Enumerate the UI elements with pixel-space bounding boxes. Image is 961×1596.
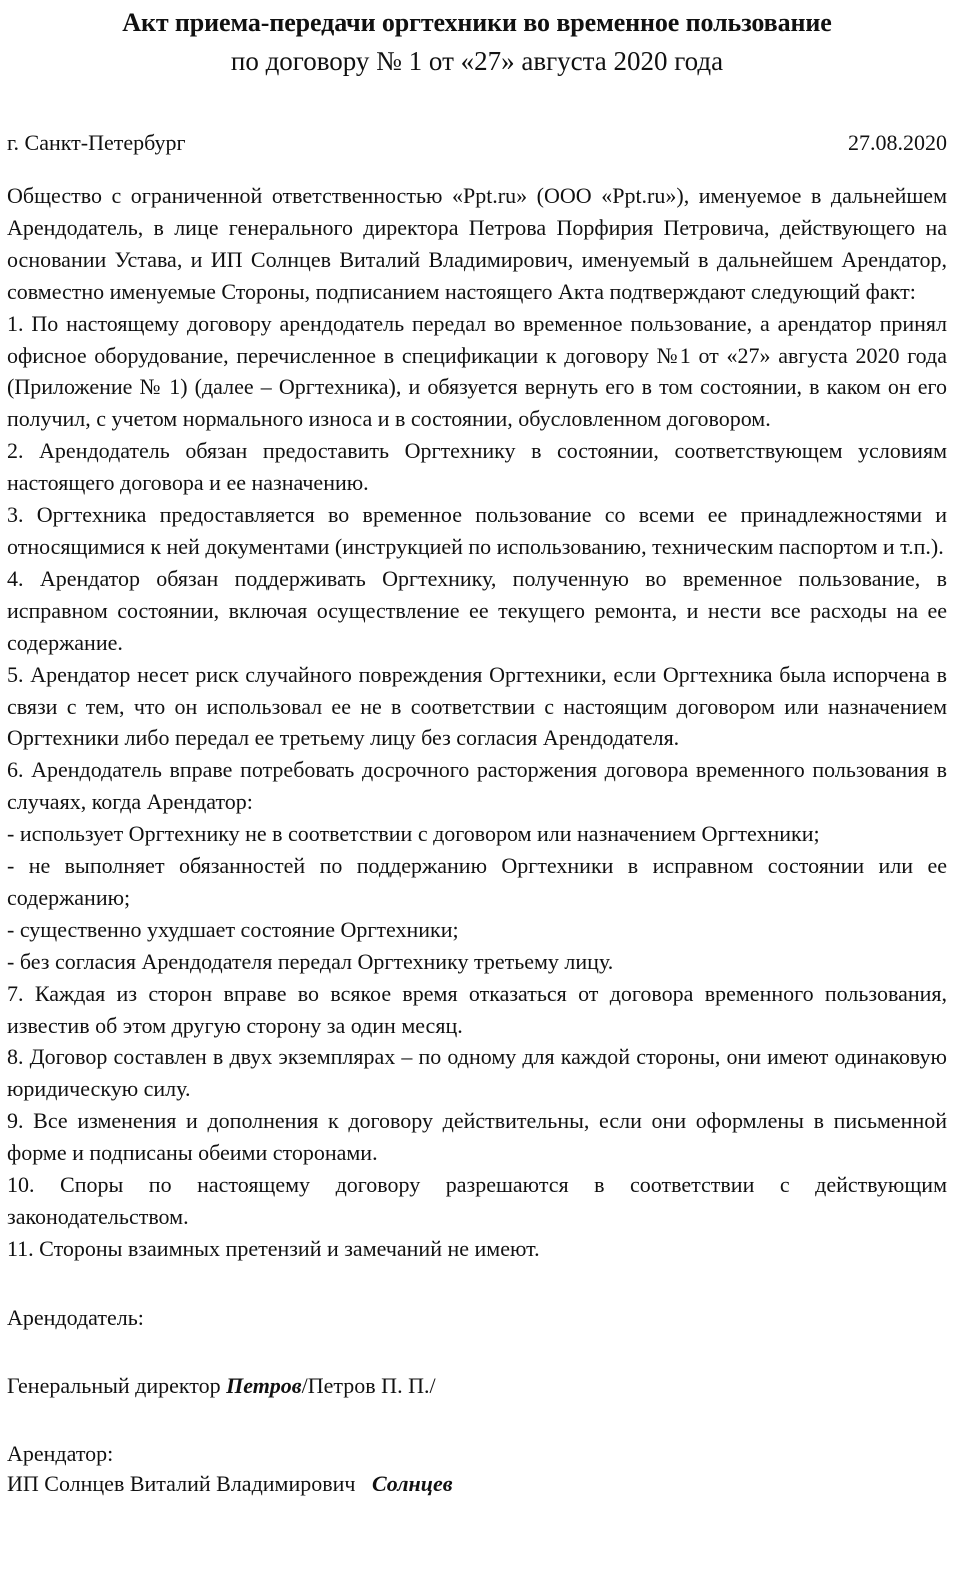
lessee-signature: Солнцев [371, 1470, 453, 1496]
lessee-name: ИП Солнцев Виталий Владимирович [7, 1470, 356, 1496]
lessor-name: /Петров П. П./ [301, 1372, 436, 1398]
clause-2: 2. Арендодатель обязан предоставить Оргтехнику в состоянии, соответствующем условиям настоящего договора и ее назначению. [7, 438, 947, 496]
sub-item-2: - не выполняет обязанностей по поддержанию Оргтехники в исправном состоянии или ее содержанию; [7, 853, 947, 910]
sub-item-3: - существенно ухудшает состояние Оргтехники; [7, 916, 459, 942]
lessee-label: Арендатор: [7, 1440, 114, 1466]
document-page [7, 0, 947, 1499]
sub-item-4: - без согласия Арендодателя передал Оргтехнику третьему лицу. [7, 948, 614, 974]
document-body [7, 180, 947, 1265]
signatures-block [7, 1303, 947, 1499]
clause-1: 1. По настоящему договору арендодатель передал во временное пользование, а арендатор принял офисное оборудование, перечисленное в спецификации к договору №1 от «27» августа 2020 года (Приложение № 1) (далее – Оргтехника), и обязуется вернуть его в том состоянии, в каком он его получил, с учетом нормального износа и в состоянии, обусловленном договором. [7, 310, 947, 432]
place-date-row [7, 128, 947, 158]
clause-7: 7. Каждая из сторон вправе во всякое время отказаться от договора временного пользования, известив об этом другую сторону за один месяц. [7, 980, 947, 1038]
clause-11: 11. Стороны взаимных претензий и замечаний не имеют. [7, 1235, 540, 1261]
intro-paragraph: Общество с ограниченной ответственностью «Ppt.ru» (ООО «Ppt.ru»), именуемое в дальнейшем Арендодатель, в лице генерального директора Петрова Порфирия Петровича, действующего на основании Устава, и ИП Солнцев Виталий Владимирович, именуемый в дальнейшем Арендатор, совместно именуемые Стороны, подписанием настоящего Акта подтверждают следующий факт: [7, 183, 947, 304]
document-date: 27.08.2020 [848, 130, 947, 155]
clause-6: 6. Арендодатель вправе потребовать досрочного расторжения договора временного пользования в случаях, когда Арендатор: [7, 757, 947, 815]
sub-item-1: - использует Оргтехнику не в соответствии с договором или назначением Оргтехники; [7, 821, 820, 847]
lessor-signature-line [7, 1371, 947, 1401]
document-subtitle: по договору № 1 от «27» августа 2020 года [230, 46, 724, 76]
clause-5: 5. Арендатор несет риск случайного повреждения Оргтехники, если Оргтехника была испорчена в связи с тем, что он использовал ее не в соответствии с настоящим договором или назначением Оргтехники либо передал ее третьему лицу без согласия Арендодателя. [7, 661, 947, 751]
lessor-position: Генеральный директор [7, 1372, 227, 1398]
clause-10: 10. Споры по настоящему договору разрешаются в соответствии с действующим законодательством. [7, 1172, 947, 1229]
city: г. Санкт-Петербург [7, 130, 186, 155]
lessee-signature-line [7, 1469, 947, 1499]
document-title: Акт приема-передачи оргтехники во временное пользование [122, 8, 832, 37]
clause-4: 4. Арендатор обязан поддерживать Оргтехнику, полученную во временное пользование, в исправном состоянии, включая осуществление ее текущего ремонта, и нести все расходы на ее содержание. [7, 565, 947, 655]
clause-9: 9. Все изменения и дополнения к договору действительны, если они оформлены в письменной форме и подписаны обеими сторонами. [7, 1108, 947, 1166]
clause-3: 3. Оргтехника предоставляется во временное пользование со всеми ее принадлежностями и относящимися к ней документами (инструкцией по использованию, техническим паспортом и т.п.). [7, 502, 947, 559]
lessor-signature: Петров [226, 1372, 302, 1398]
clause-8: 8. Договор составлен в двух экземплярах – по одному для каждой стороны, они имеют одинаковую юридическую силу. [7, 1044, 947, 1102]
lessor-label: Арендодатель: [7, 1304, 144, 1330]
